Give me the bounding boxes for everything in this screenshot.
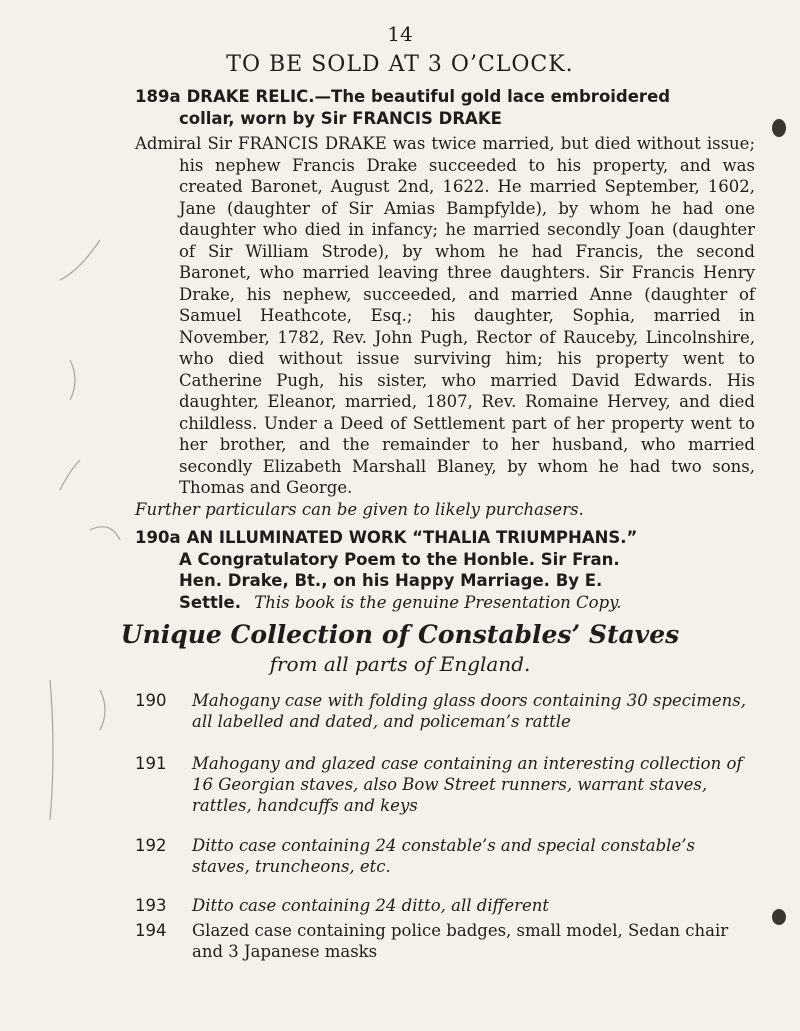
pencil-bracket-mark bbox=[40, 680, 130, 840]
lot-189a-title bbox=[135, 86, 755, 108]
lot-number: 190 bbox=[135, 691, 167, 710]
lot-189a bbox=[135, 86, 755, 520]
lot-number: 193 bbox=[135, 896, 167, 915]
lot-number: 191 bbox=[135, 754, 167, 773]
lot-189a-description: Admiral Sir FRANCIS DRAKE was twice married, but died without issue; his nephew Francis Drake succeeded to his property, and was created Baronet, August 2nd, 1622. He married September, 1602, Jane (daughter of Sir Amias Bampfylde), by whom he had one daughter who died in infancy; he married secondly Joan (daughter of Sir William Strode), by whom he had Francis, the second Baronet, who married leaving three daughters. Sir Francis Henry Drake, his nephew, succeeded, and married Anne (daughter of Samuel Heathcote, Esq.; his daughter, Sophia, married in November, 1782, Rev. John Pugh, Rector of Rauceby, Lincolnshire, who died without issue surviving him; his property went to Catherine Pugh, his sister, who married David Edwards. His daughter, Eleanor, married, 1807, Rev. Romaine Hervey, and died childless. Under a Deed of Settlement part of her property went to her brother, and the remainder to her husband, who married secondly Elizabeth Marshall Blaney, by whom he had two sons, Thomas and George. bbox=[135, 134, 755, 497]
lot-description: Ditto case containing 24 ditto, all different bbox=[192, 896, 549, 915]
lot-title-line: DRAKE RELIC.—The beautiful gold lace embroidered bbox=[186, 87, 671, 106]
lot-description: Ditto case containing 24 constable’s and special constable’s staves, truncheons, etc. bbox=[192, 836, 695, 876]
lot-number: 190a bbox=[135, 528, 181, 547]
lot-description: Glazed case containing police badges, small model, Sedan chair and 3 Japanese masks bbox=[192, 921, 729, 961]
lot-189a-note: Further particulars can be given to likely purchasers. bbox=[135, 499, 584, 519]
list-item bbox=[135, 753, 755, 816]
lot-description: Mahogany and glazed case containing an interesting collection of 16 Georgian staves, also Bow Street runners, warrant staves, rattles, handcuffs and keys bbox=[192, 754, 743, 815]
list-item bbox=[135, 895, 755, 916]
pencil-annotation-mark bbox=[0, 200, 130, 620]
ink-smudge bbox=[772, 909, 786, 925]
sale-time-heading: TO BE SOLD AT 3 O’CLOCK. bbox=[226, 52, 574, 77]
lot-number: 192 bbox=[135, 836, 167, 855]
lot-190a-author: Settle. bbox=[179, 592, 241, 612]
lot-number: 194 bbox=[135, 921, 167, 940]
lot-190a-line-4 bbox=[135, 592, 755, 614]
lot-190a-title bbox=[135, 527, 755, 549]
lot-190a-line-2: A Congratulatory Poem to the Honble. Sir Fran. bbox=[179, 549, 620, 569]
lot-description: Mahogany case with folding glass doors containing 30 specimens, all labelled and dated, and policeman’s rattle bbox=[192, 691, 747, 731]
section-title: Unique Collection of Constables’ Staves bbox=[120, 620, 680, 649]
page-number: 14 bbox=[387, 22, 413, 46]
lot-190a bbox=[135, 527, 755, 613]
list-item bbox=[135, 690, 755, 732]
ink-smudge bbox=[772, 119, 786, 137]
lot-189a-title-2: collar, worn by Sir FRANCIS DRAKE bbox=[179, 108, 502, 128]
lot-number: 189a bbox=[135, 87, 181, 106]
lot-title-line: AN ILLUMINATED WORK “THALIA TRIUMPHANS.” bbox=[186, 528, 638, 547]
lot-190a-line-3: Hen. Drake, Bt., on his Happy Marriage. By E. bbox=[179, 571, 603, 590]
list-item bbox=[135, 920, 755, 962]
section-subtitle: from all parts of England. bbox=[269, 652, 531, 676]
lot-190a-presentation: This book is the genuine Presentation Copy. bbox=[254, 592, 622, 612]
list-item bbox=[135, 835, 755, 877]
